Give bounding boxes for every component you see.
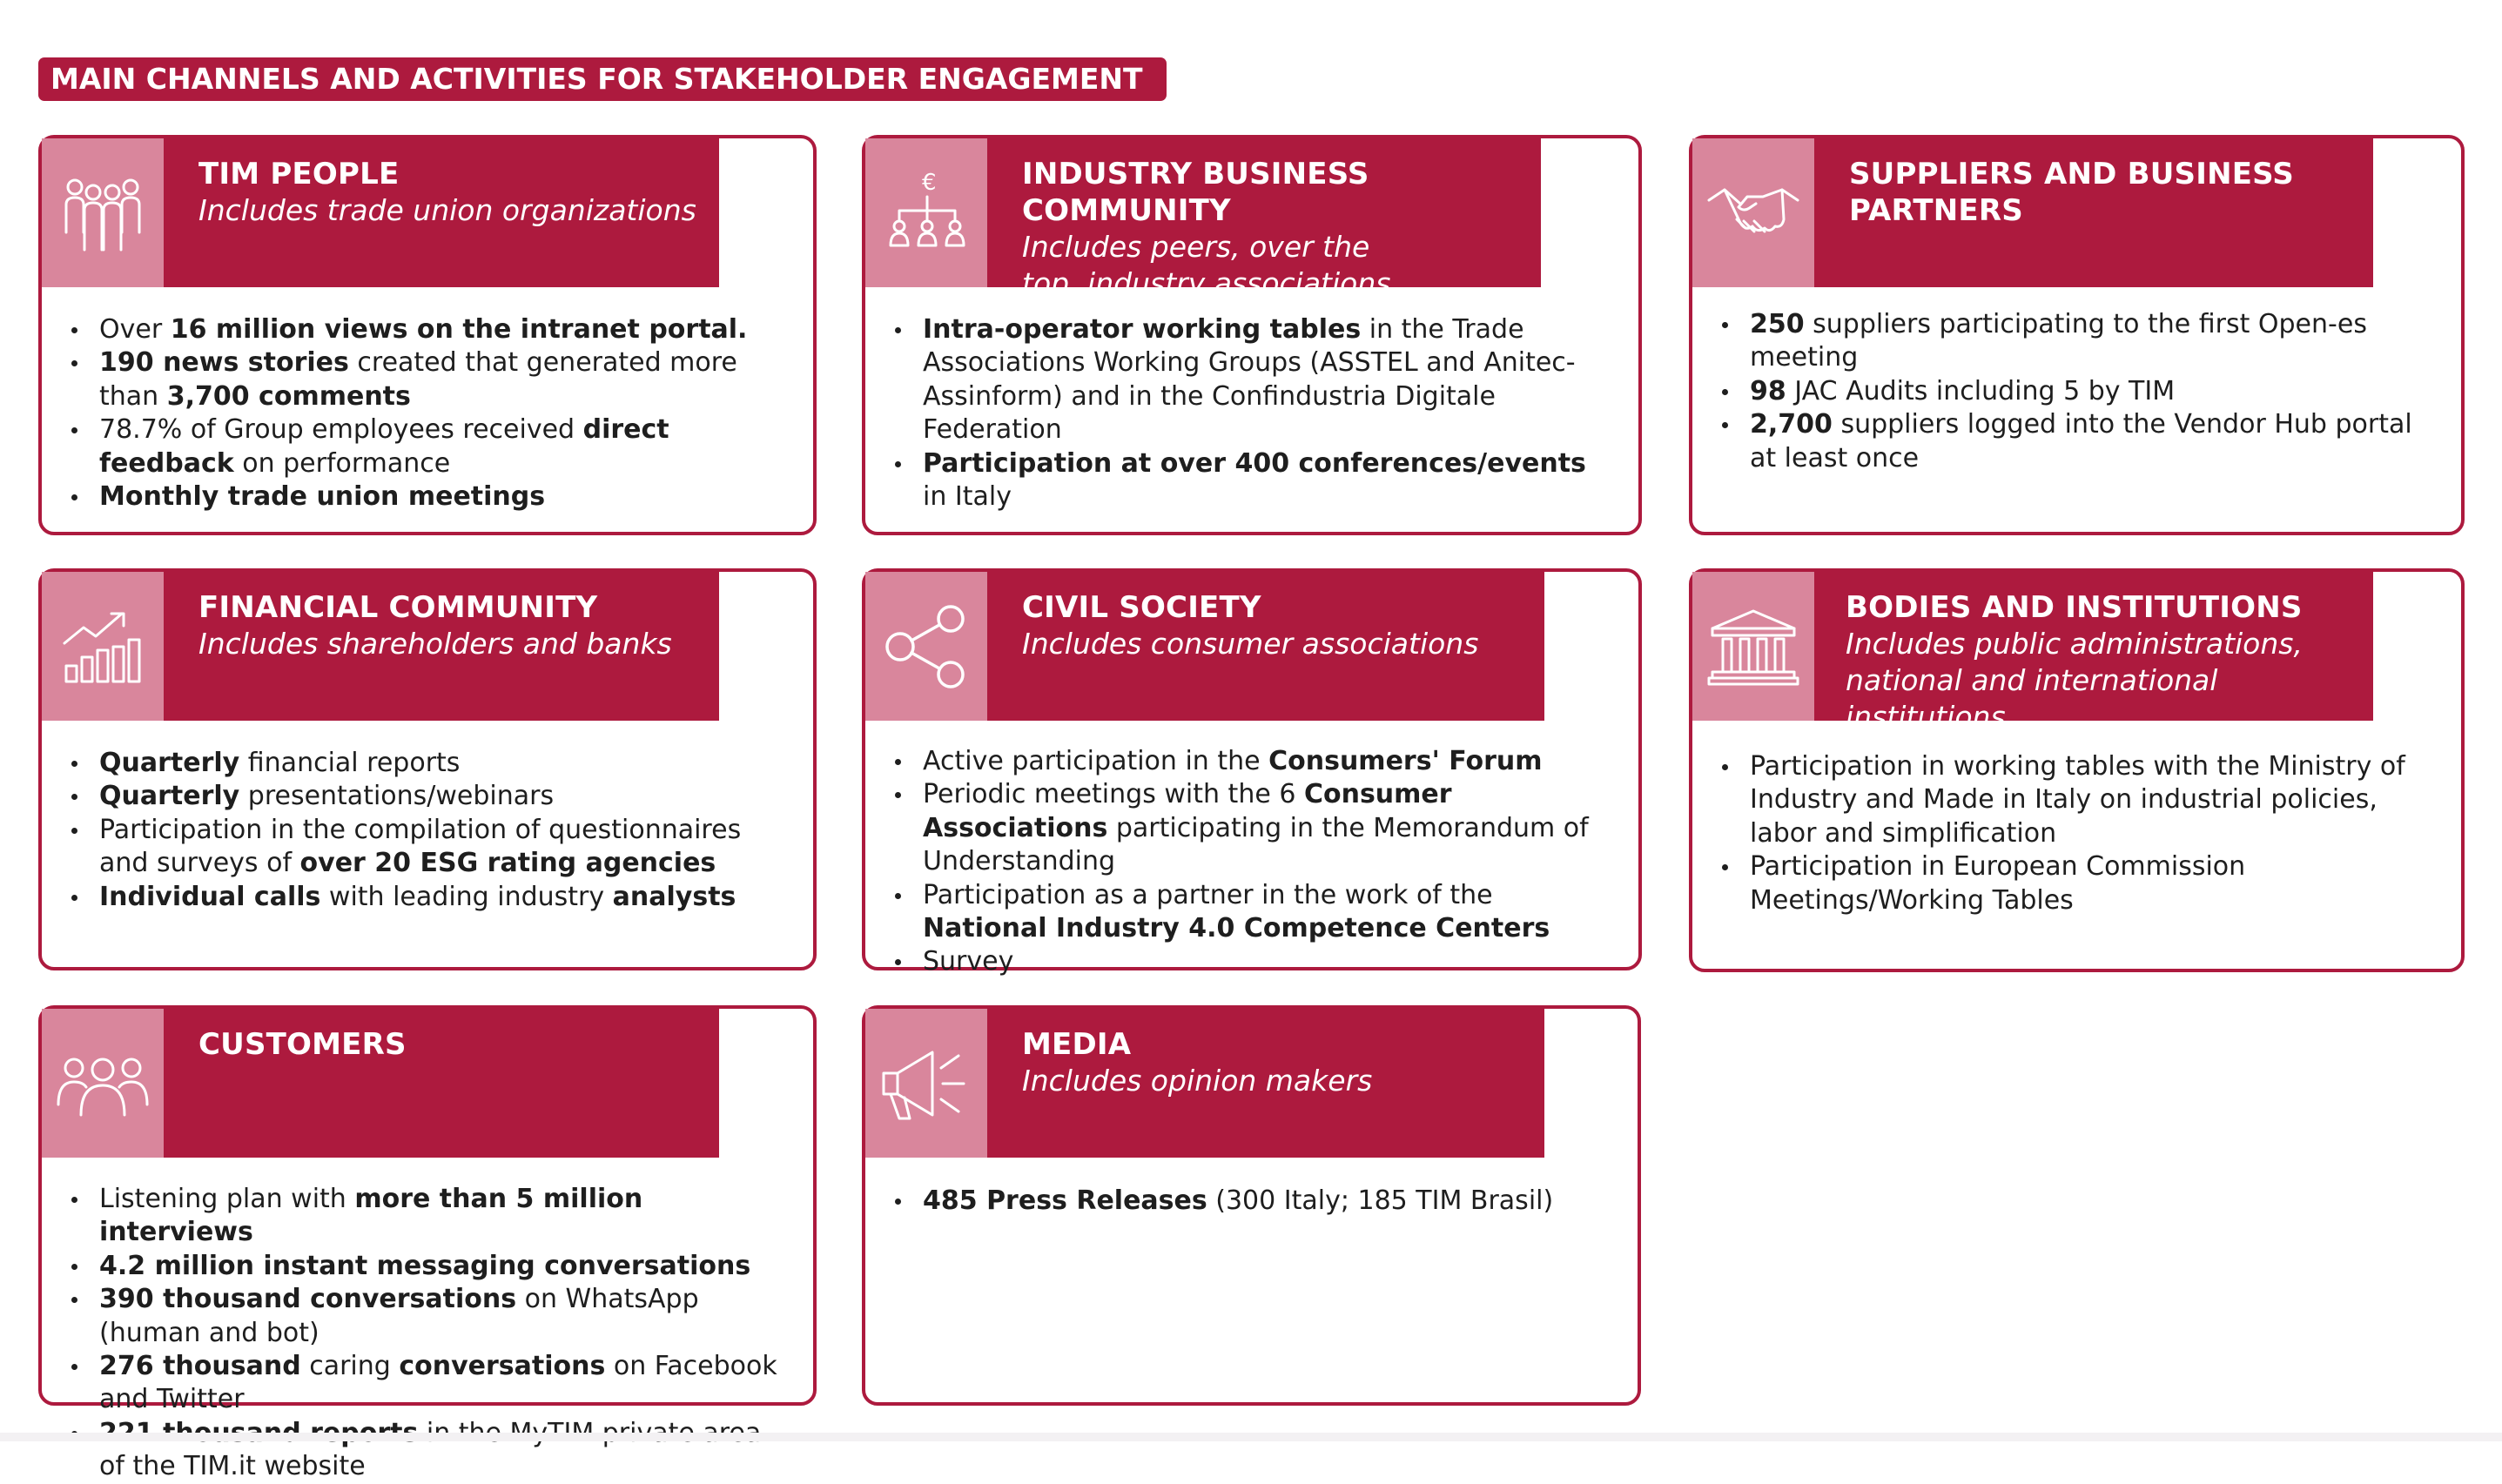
bold-text: 276 thousand	[99, 1351, 301, 1382]
activity-list	[1718, 308, 2435, 475]
list-item	[923, 945, 1612, 978]
text: suppliers participating to the first Open-es meeting	[1750, 309, 2367, 373]
card-header-text	[1814, 138, 2319, 287]
card-subtitle: Includes trade union organizations	[198, 193, 696, 227]
list-item	[99, 1417, 787, 1484]
text: financial reports	[239, 748, 461, 778]
list-item	[1750, 375, 2435, 408]
card-header	[42, 1009, 719, 1158]
list-item	[923, 778, 1612, 878]
bold-text: 250	[1750, 309, 1805, 339]
bold-text: Quarterly	[99, 781, 240, 812]
bold-text: National Industry 4.0 Competence Centers	[923, 913, 1550, 944]
list-item	[99, 1183, 787, 1250]
card-subtitle: Includes opinion makers	[1022, 1064, 1373, 1098]
list-item	[99, 780, 787, 813]
list-item	[99, 413, 787, 480]
bold-text: 390 thousand conversations	[99, 1284, 517, 1315]
text: caring	[300, 1351, 400, 1382]
card-title: CIVIL SOCIETY	[1022, 590, 1261, 625]
card-title: SUPPLIERS AND BUSINESS PARTNERS	[1849, 157, 2294, 228]
card-title: TIM PEOPLE	[198, 157, 400, 191]
activity-list	[891, 1185, 1611, 1218]
stakeholder-card-bodies-and-institutions	[1689, 568, 2465, 972]
card-header-text	[164, 138, 714, 287]
card-header-text	[987, 1009, 1389, 1158]
stakeholder-card-financial-community	[38, 568, 817, 970]
card-title: BODIES AND INSTITUTIONS	[1846, 590, 2303, 625]
share-network-icon	[865, 572, 987, 721]
bold-text: 485 Press Releases	[923, 1185, 1207, 1216]
bold-text: Individual calls	[99, 881, 321, 912]
euro-hierarchy-icon	[865, 138, 987, 287]
bold-text: over 20 ESG rating agencies	[299, 848, 716, 879]
list-item	[923, 745, 1612, 778]
card-title: FINANCIAL COMMUNITY	[198, 590, 598, 625]
card-header-text	[164, 572, 689, 721]
bold-text: Participation at over 400 conferences/events	[923, 447, 1586, 479]
text: JAC Audits including 5 by TIM	[1786, 375, 2176, 406]
text: Participation in European Commission Meetings/Working Tables	[1750, 851, 2246, 916]
text: participating in the Memorandum of Understanding	[923, 812, 1589, 877]
bold-text: more than 5 million interviews	[99, 1184, 643, 1248]
stakeholder-card-customers	[38, 1005, 817, 1482]
list-item	[99, 313, 787, 346]
stakeholder-card-industry-business-community	[862, 135, 1642, 535]
bold-text: Consumers' Forum	[1268, 746, 1543, 776]
bold-text: Monthly trade union meetings	[99, 481, 546, 513]
text: Periodic meetings with the 6	[923, 779, 1304, 810]
stakeholder-card-media	[862, 1005, 1641, 1406]
page-bottom-strip	[0, 1433, 2502, 1441]
stakeholder-card-civil-society	[862, 568, 1642, 977]
text: presentations/webinars	[239, 781, 555, 812]
bold-text: Consumer Associations	[923, 779, 1452, 843]
card-header-text	[987, 572, 1496, 721]
card-title: INDUSTRY BUSINESS COMMUNITY	[1022, 157, 1369, 228]
list-item	[923, 879, 1612, 946]
text: suppliers logged into the Vendor Hub portal at least once	[1750, 409, 2412, 473]
euro-glyph: €	[922, 169, 937, 196]
text: with leading industry	[320, 881, 613, 912]
list-item	[923, 1185, 1611, 1218]
text: 78.7% of Group employees received	[99, 414, 583, 446]
card-title: CUSTOMERS	[198, 1027, 407, 1062]
list-item	[99, 747, 787, 780]
text: Survey	[923, 946, 1014, 977]
text: on Facebook and Twitter	[99, 1351, 777, 1415]
activity-list	[68, 747, 787, 914]
text: in the Trade Associations Working Groups (ASSTEL and Anitec-Assinform) and in the Confindustria Digitale Federation	[923, 314, 1576, 446]
activity-list	[68, 313, 787, 514]
list-item	[99, 814, 787, 881]
bold-text: 4.2 million instant messaging conversations	[99, 1250, 751, 1281]
card-header	[42, 138, 719, 287]
text: Over	[99, 314, 171, 345]
activity-list	[891, 745, 1612, 979]
activity-list	[1718, 750, 2435, 917]
bold-text: 3,700 comments	[166, 380, 411, 412]
bold-text: 16 million views on the intranet portal.	[170, 314, 748, 345]
list-item	[99, 346, 787, 413]
card-header-text	[1814, 572, 2385, 734]
text: Participation in working tables with the Ministry of Industry and Made in Italy on industrial policies, labor and simplification	[1750, 751, 2405, 849]
list-item	[923, 313, 1612, 447]
text: Active participation in the	[923, 746, 1269, 776]
list-item	[99, 1250, 787, 1283]
card-subtitle: Includes public administrations, national and international institutions	[1846, 627, 2303, 734]
text: Participation in the compilation of questionnaires and surveys of	[99, 814, 742, 879]
list-item	[1750, 308, 2435, 375]
text: in Italy	[923, 481, 1012, 513]
text: (300 Italy; 185 TIM Brasil)	[1207, 1185, 1554, 1216]
card-header	[865, 572, 1544, 721]
list-item	[1750, 408, 2435, 475]
activity-list	[891, 313, 1612, 514]
card-header-text	[164, 1009, 424, 1158]
bold-text: analysts	[612, 881, 736, 912]
card-header-text	[987, 138, 1541, 300]
text: on performance	[233, 447, 451, 479]
institution-building-icon	[1692, 572, 1814, 721]
list-item	[99, 1283, 787, 1350]
text: of the TIM.it website	[99, 1451, 366, 1482]
card-header	[1692, 138, 2373, 287]
megaphone-icon	[865, 1009, 987, 1158]
people-group-icon	[42, 138, 164, 287]
text: Participation as a partner in the work of the	[923, 879, 1493, 910]
bold-text: Intra-operator working tables	[923, 314, 1362, 345]
text: on WhatsApp (human and bot)	[99, 1284, 699, 1348]
customers-group-icon	[42, 1009, 164, 1158]
stakeholder-card-tim-people	[38, 135, 817, 535]
page-title: MAIN CHANNELS AND ACTIVITIES FOR STAKEHOLDER ENGAGEMENT	[38, 57, 1167, 101]
list-item	[1750, 750, 2435, 850]
bold-text: 190 news stories	[99, 347, 349, 379]
card-subtitle: Includes peers, over the top, industry associations	[1022, 230, 1391, 300]
card-subtitle: Includes consumer associations	[1022, 627, 1479, 661]
stakeholder-card-suppliers-and-business-partners	[1689, 135, 2465, 535]
card-header	[1692, 572, 2373, 734]
card-header	[865, 138, 1541, 300]
bold-text: conversations	[399, 1351, 606, 1382]
handshake-icon	[1692, 138, 1814, 287]
list-item	[99, 1350, 787, 1417]
bold-text: 2,700	[1750, 409, 1833, 440]
text: created that generated more than	[99, 347, 737, 412]
list-item	[99, 881, 787, 914]
list-item	[99, 480, 787, 514]
bold-text: direct feedback	[99, 414, 669, 479]
card-header	[42, 572, 719, 721]
card-subtitle: Includes shareholders and banks	[198, 627, 672, 661]
list-item	[1750, 850, 2435, 917]
card-title: MEDIA	[1022, 1027, 1132, 1062]
bold-text: Quarterly	[99, 748, 240, 778]
growth-chart-icon	[42, 572, 164, 721]
text: Listening plan with	[99, 1184, 355, 1214]
list-item	[923, 447, 1612, 514]
bold-text: 98	[1750, 375, 1786, 406]
card-header	[865, 1009, 1544, 1158]
